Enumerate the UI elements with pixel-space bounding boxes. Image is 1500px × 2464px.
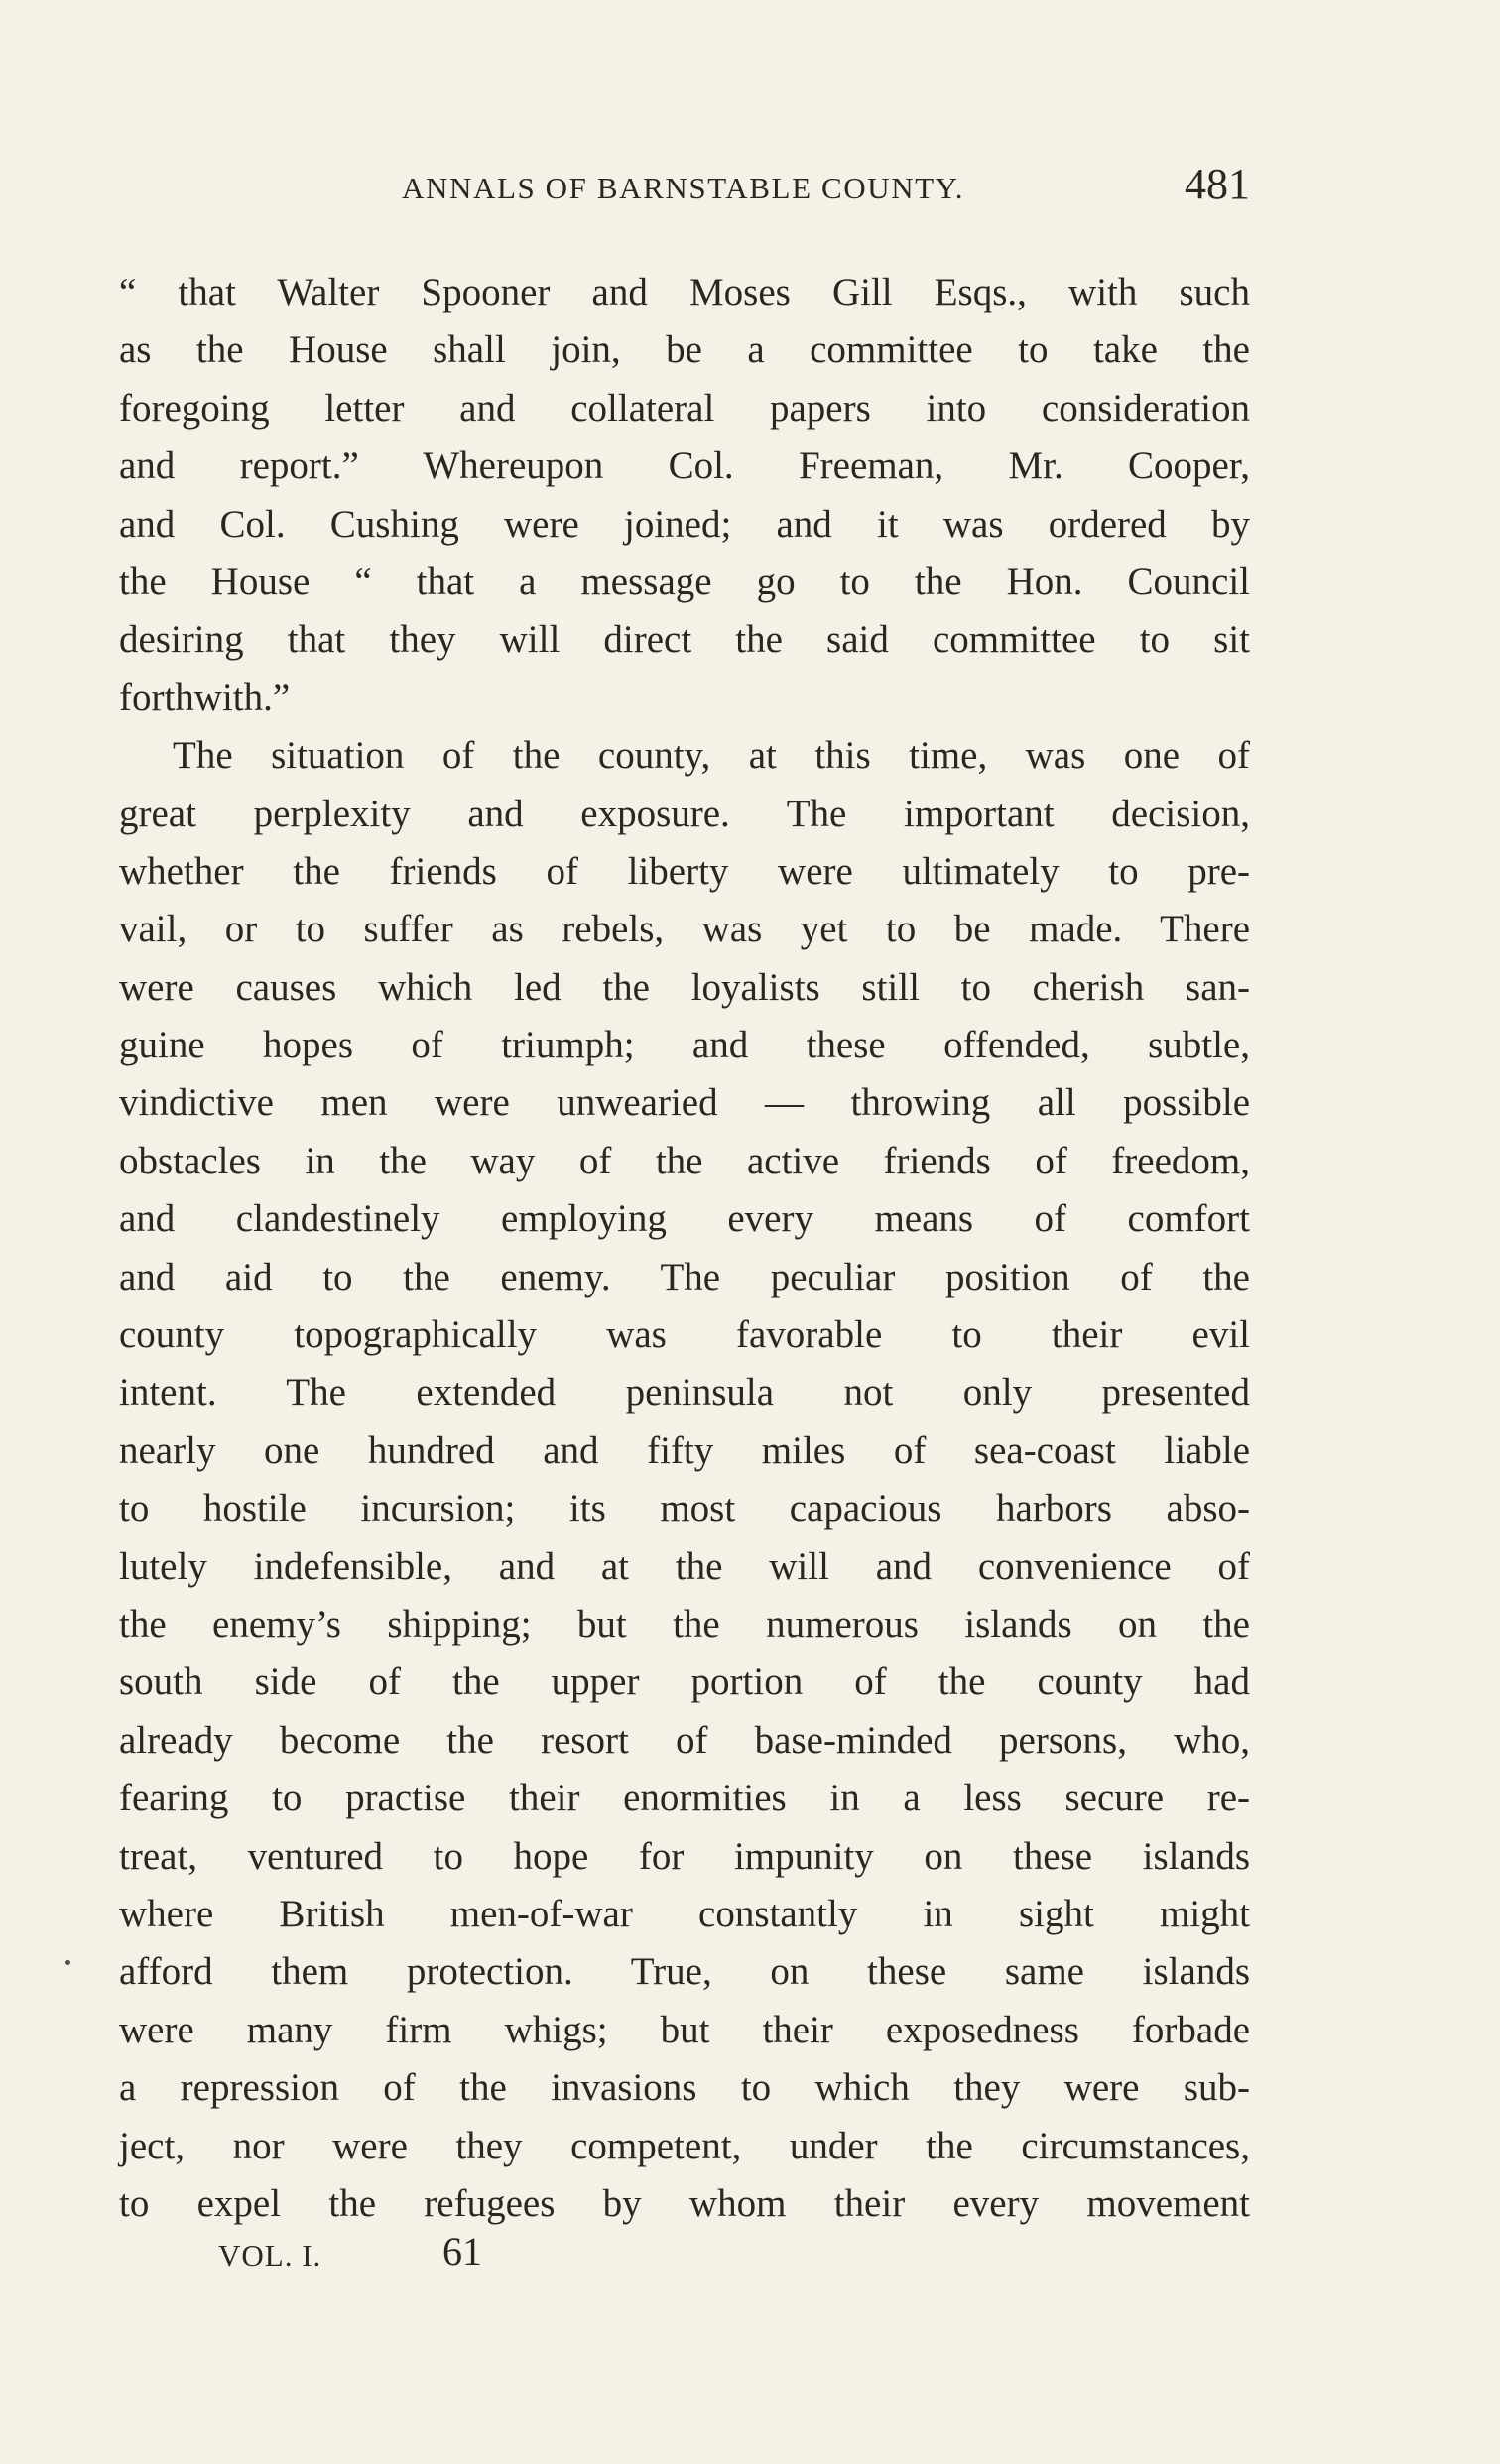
- text-line: the House “ that a message go to the Hon. Council: [119, 559, 1250, 603]
- signature-mark: 61: [442, 2229, 482, 2274]
- running-title: ANNALS OF BARNSTABLE COUNTY.: [402, 171, 965, 205]
- signature-line: [218, 2228, 714, 2287]
- text-line: and clandestinely employing every means of comfort: [119, 1197, 1250, 1241]
- text-line: already become the resort of base-minded persons, who,: [119, 1718, 1250, 1762]
- text-line: and Col. Cushing were joined; and it was ordered by: [119, 502, 1250, 546]
- page-number: 481: [1185, 160, 1250, 208]
- text-line: great perplexity and exposure. The important decision,: [119, 792, 1250, 835]
- text-line: were many firm whigs; but their exposedness forbade: [119, 2008, 1250, 2051]
- text-line: fearing to practise their enormities in a less secure re-: [119, 1777, 1250, 1820]
- text-line: were causes which led the loyalists still to cherish san-: [119, 965, 1250, 1009]
- text-line: foregoing letter and collateral papers into consideration: [119, 386, 1250, 430]
- text-line: vail, or to suffer as rebels, was yet to be made. There: [119, 908, 1250, 951]
- text-line: “ that Walter Spooner and Moses Gill Esqs., with such: [119, 271, 1250, 313]
- text-line: ject, nor were they competent, under the circumstances,: [119, 2124, 1250, 2167]
- volume-mark: VOL. I.: [218, 2238, 322, 2273]
- text-line: and aid to the enemy. The peculiar position of the: [119, 1255, 1250, 1298]
- text-line: treat, ventured to hope for impunity on these islands: [119, 1834, 1250, 1878]
- text-line: where British men-of-war constantly in sight might: [119, 1892, 1250, 1935]
- running-header: [119, 159, 1250, 218]
- paragraph-start-line: The situation of the county, at this time, was one of: [173, 734, 1250, 778]
- text-line: the enemy’s shipping; but the numerous islands on the: [119, 1602, 1250, 1646]
- text-line: guine hopes of triumph; and these offended, subtle,: [119, 1024, 1250, 1067]
- text-line: desiring that they will direct the said committee to sit: [119, 618, 1250, 662]
- text-line: nearly one hundred and fifty miles of sea-coast liable: [119, 1428, 1250, 1472]
- text-line: to hostile incursion; its most capacious harbors abso-: [119, 1487, 1250, 1531]
- text-line: obstacles in the way of the active friends of freedom,: [119, 1139, 1250, 1182]
- text-line: to expel the refugees by whom their every movement: [119, 2181, 1250, 2225]
- text-line: forthwith.”: [119, 676, 291, 719]
- text-line: south side of the upper portion of the county had: [119, 1661, 1250, 1704]
- margin-speck: [65, 1960, 70, 1965]
- text-line: afford them protection. True, on these same islands: [119, 1950, 1250, 1994]
- text-line: lutely indefensible, and at the will and convenience of: [119, 1544, 1250, 1588]
- text-line: vindictive men were unwearied — throwing all possible: [119, 1081, 1250, 1125]
- body-text: [119, 264, 1250, 2233]
- text-line: a repression of the invasions to which they were sub-: [119, 2066, 1250, 2110]
- text-line: as the House shall join, be a committee to take the: [119, 328, 1250, 372]
- text-line: and report.” Whereupon Col. Freeman, Mr. Cooper,: [119, 444, 1250, 488]
- text-line: county topographically was favorable to their evil: [119, 1313, 1250, 1357]
- text-line: whether the friends of liberty were ultimately to pre-: [119, 849, 1250, 893]
- text-line: intent. The extended peninsula not only presented: [119, 1371, 1250, 1415]
